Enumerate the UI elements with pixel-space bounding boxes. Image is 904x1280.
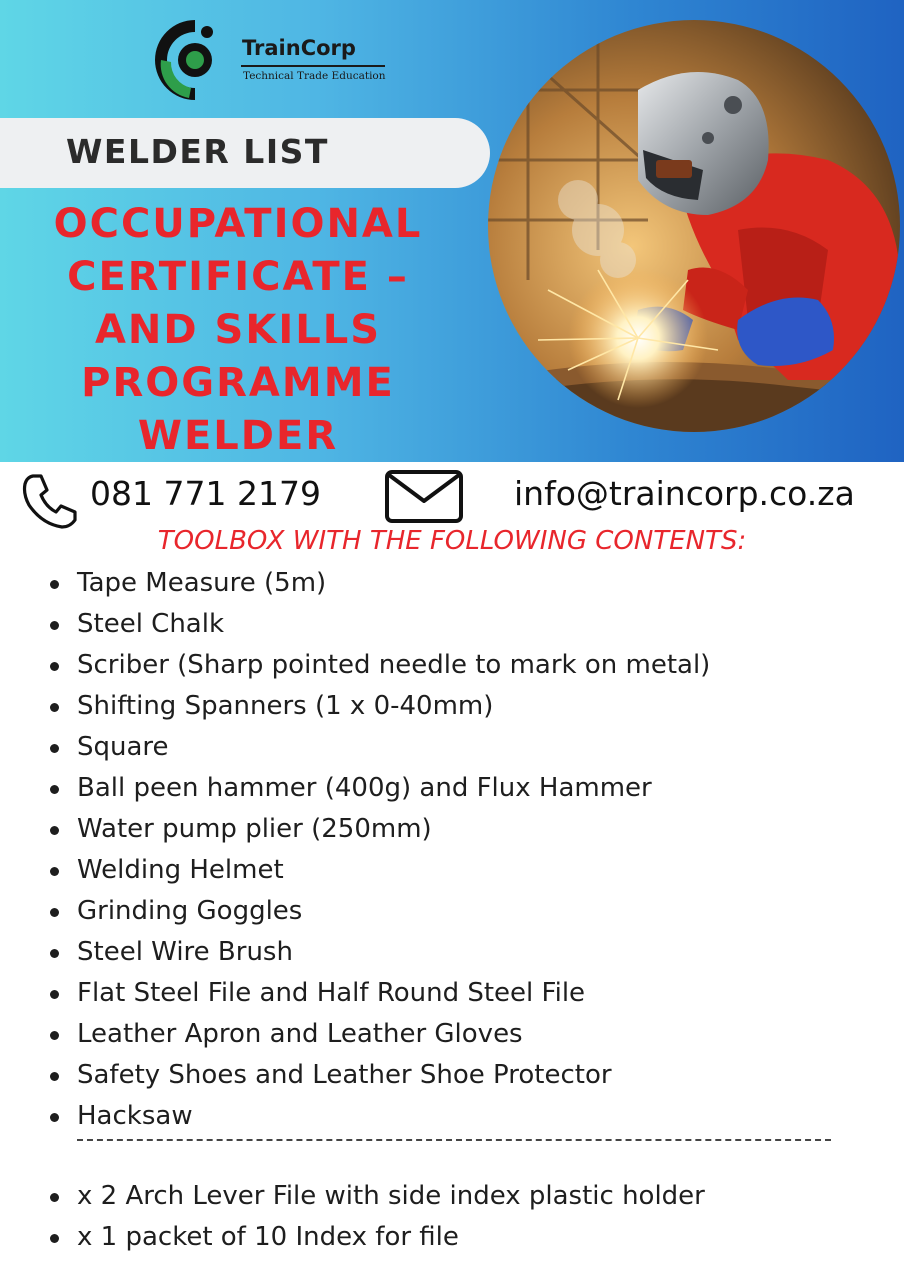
list-item xyxy=(0,932,904,973)
email-address[interactable]: info@traincorp.co.za xyxy=(514,474,855,513)
item-text: Ball peen hammer (400g) and Flux Hammer xyxy=(77,773,652,803)
bullet-icon xyxy=(50,621,59,630)
bullet-icon xyxy=(50,1193,59,1202)
item-text: Shifting Spanners (1 x 0-40mm) xyxy=(77,691,494,721)
list-label: WELDER LIST xyxy=(66,132,329,171)
list-item xyxy=(0,850,904,891)
item-text: Tape Measure (5m) xyxy=(77,568,327,598)
hero-banner xyxy=(0,0,904,462)
list-item xyxy=(0,645,904,686)
list-label-pill xyxy=(0,118,490,188)
item-text: Water pump plier (250mm) xyxy=(77,814,432,844)
traincorp-logo-icon xyxy=(155,16,235,102)
list-item xyxy=(0,686,904,727)
item-text: x 2 Arch Lever File with side index plastic holder xyxy=(77,1181,705,1211)
bullet-icon xyxy=(50,867,59,876)
brand-name: TrainCorp xyxy=(242,36,356,60)
brand-logo xyxy=(155,16,395,104)
list-item xyxy=(0,891,904,932)
list-item xyxy=(0,1014,904,1055)
dashed-divider xyxy=(77,1139,831,1141)
item-text: Steel Chalk xyxy=(77,609,225,639)
list-item xyxy=(0,604,904,645)
item-text: x 1 packet of 10 Index for file xyxy=(77,1222,459,1252)
list-item xyxy=(0,768,904,809)
bullet-icon xyxy=(50,949,59,958)
list-item xyxy=(0,1176,904,1217)
item-text: Welding Helmet xyxy=(77,855,284,885)
extra-items-list xyxy=(0,1176,904,1258)
bullet-icon xyxy=(50,1113,59,1122)
bullet-icon xyxy=(50,826,59,835)
bullet-icon xyxy=(50,1031,59,1040)
list-item xyxy=(0,1055,904,1096)
item-text: Hacksaw xyxy=(77,1101,193,1131)
bullet-icon xyxy=(50,785,59,794)
title-line: OCCUPATIONAL xyxy=(53,201,423,247)
list-item xyxy=(0,1096,904,1137)
title-line: WELDER xyxy=(137,413,339,459)
toolbox-list xyxy=(0,563,904,1137)
title-line: PROGRAMME xyxy=(81,360,395,406)
page-title xyxy=(0,198,476,462)
item-text: Safety Shoes and Leather Shoe Protector xyxy=(77,1060,612,1090)
bullet-icon xyxy=(50,1234,59,1243)
item-text: Steel Wire Brush xyxy=(77,937,293,967)
list-item xyxy=(0,563,904,604)
phone-icon xyxy=(20,472,78,530)
toolbox-heading: TOOLBOX WITH THE FOLLOWING CONTENTS: xyxy=(157,526,747,556)
brand-rule xyxy=(241,65,385,67)
list-item xyxy=(0,809,904,850)
brand-tagline: Technical Trade Education xyxy=(243,70,386,82)
envelope-icon xyxy=(384,469,464,524)
bullet-icon xyxy=(50,744,59,753)
bullet-icon xyxy=(50,990,59,999)
title-line: AND SKILLS xyxy=(94,307,382,353)
list-item xyxy=(0,1217,904,1258)
bullet-icon xyxy=(50,703,59,712)
list-item xyxy=(0,727,904,768)
item-text: Square xyxy=(77,732,169,762)
bullet-icon xyxy=(50,580,59,589)
bullet-icon xyxy=(50,1072,59,1081)
list-item xyxy=(0,973,904,1014)
item-text: Scriber (Sharp pointed needle to mark on metal) xyxy=(77,650,711,680)
title-line: CERTIFICATE – xyxy=(67,254,409,300)
welder-illustration xyxy=(488,20,900,432)
item-text: Grinding Goggles xyxy=(77,896,303,926)
item-text: Flat Steel File and Half Round Steel File xyxy=(77,978,586,1008)
phone-number[interactable]: 081 771 2179 xyxy=(90,474,321,513)
bullet-icon xyxy=(50,662,59,671)
welder-photo xyxy=(488,20,900,432)
item-text: Leather Apron and Leather Gloves xyxy=(77,1019,523,1049)
bullet-icon xyxy=(50,908,59,917)
